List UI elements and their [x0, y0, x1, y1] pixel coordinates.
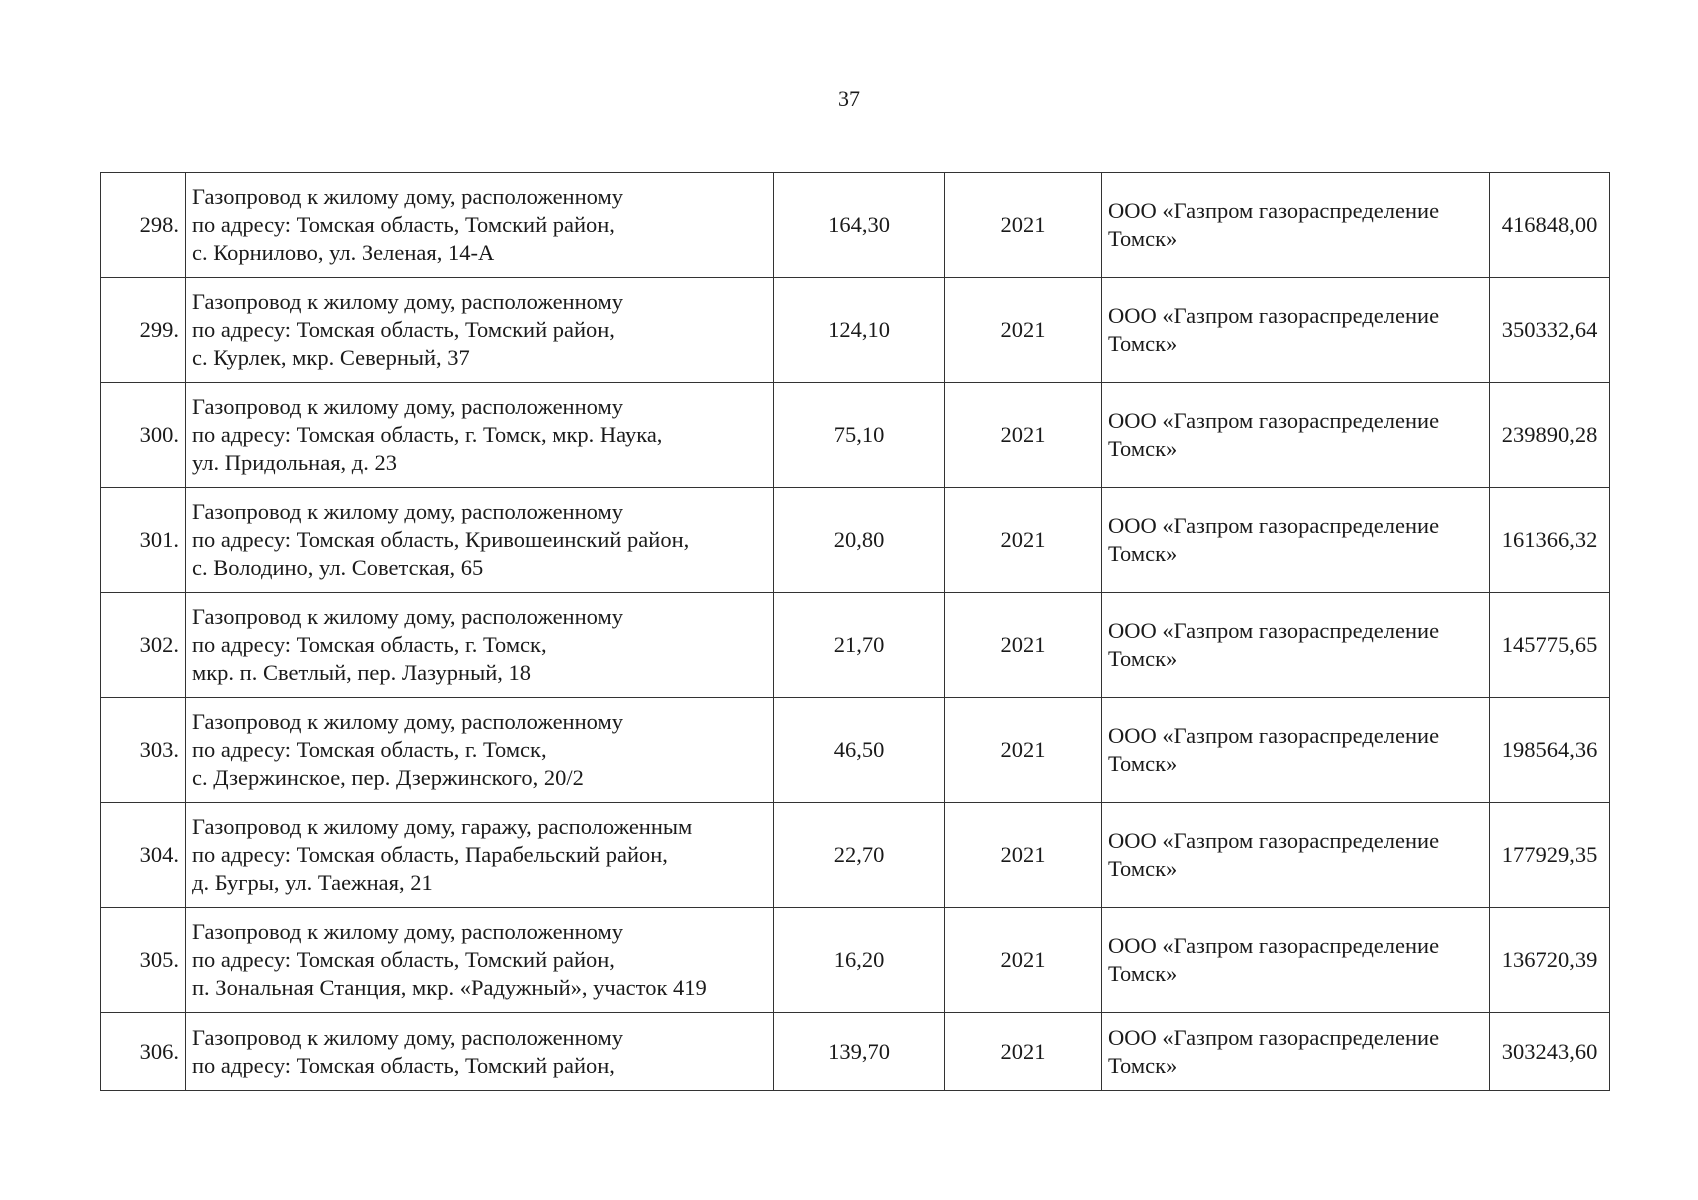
organization-line: Томск» [1108, 751, 1178, 776]
organization-line: ООО «Газпром газораспределение [1108, 513, 1440, 538]
object-name [186, 698, 774, 803]
object-name-line: Газопровод к жилому дому, расположенному [192, 709, 623, 734]
cost-value: 303243,60 [1490, 1013, 1610, 1091]
year: 2021 [945, 593, 1102, 698]
organization-line: Томск» [1108, 1052, 1178, 1078]
organization-line: ООО «Газпром газораспределение [1108, 1024, 1440, 1050]
cost-value: 198564,36 [1490, 698, 1610, 803]
organization-line: ООО «Газпром газораспределение [1108, 933, 1440, 958]
organization-line: Томск» [1108, 226, 1178, 251]
page-number: 37 [838, 86, 860, 111]
organization [1102, 593, 1490, 698]
object-name-line: по адресу: Томская область, Томский район, [192, 1052, 615, 1078]
object-name-line: Газопровод к жилому дому, расположенному [192, 1024, 623, 1050]
object-name-line: по адресу: Томская область, Томский район, [192, 317, 615, 342]
object-name-line: д. Бугры, ул. Таежная, 21 [192, 870, 433, 895]
cost-value: 239890,28 [1490, 383, 1610, 488]
organization [1102, 1013, 1490, 1091]
year: 2021 [945, 1013, 1102, 1091]
row-number: 304. [101, 803, 186, 908]
object-name-line: по адресу: Томская область, Томский район, [192, 212, 615, 237]
table-row [101, 1013, 1610, 1091]
object-name-line: по адресу: Томская область, г. Томск, мкр. Наука, [192, 422, 663, 447]
year: 2021 [945, 803, 1102, 908]
organization-line: ООО «Газпром газораспределение [1108, 828, 1440, 853]
organization-line: Томск» [1108, 856, 1178, 881]
object-name-line: Газопровод к жилому дому, расположенному [192, 919, 623, 944]
object-name-line: Газопровод к жилому дому, расположенному [192, 184, 623, 209]
object-name [186, 383, 774, 488]
year: 2021 [945, 488, 1102, 593]
organization [1102, 173, 1490, 278]
table-row [101, 383, 1610, 488]
object-name-line: мкр. п. Светлый, пер. Лазурный, 18 [192, 660, 531, 685]
organization-line: ООО «Газпром газораспределение [1108, 618, 1440, 643]
pipeline-length: 139,70 [774, 1013, 945, 1091]
table-row [101, 803, 1610, 908]
table-row [101, 488, 1610, 593]
object-name-line: по адресу: Томская область, Кривошеинский район, [192, 527, 690, 552]
row-number: 302. [101, 593, 186, 698]
table-row [101, 278, 1610, 383]
row-number: 305. [101, 908, 186, 1013]
organization-line: ООО «Газпром газораспределение [1108, 408, 1440, 433]
organization [1102, 698, 1490, 803]
table-row [101, 698, 1610, 803]
organization-line: ООО «Газпром газораспределение [1108, 303, 1440, 328]
table-row [101, 593, 1610, 698]
object-name [186, 803, 774, 908]
object-name-line: по адресу: Томская область, Томский район, [192, 947, 615, 972]
pipeline-length: 21,70 [774, 593, 945, 698]
pipeline-length: 22,70 [774, 803, 945, 908]
object-name [186, 1013, 774, 1091]
table-row [101, 908, 1610, 1013]
object-name-line: Газопровод к жилому дому, расположенному [192, 604, 623, 629]
pipeline-length: 124,10 [774, 278, 945, 383]
organization-line: Томск» [1108, 541, 1178, 566]
object-name-line: Газопровод к жилому дому, расположенному [192, 394, 623, 419]
object-name [186, 488, 774, 593]
object-name [186, 278, 774, 383]
object-name [186, 908, 774, 1013]
organization [1102, 908, 1490, 1013]
organization-line: Томск» [1108, 436, 1178, 461]
object-name-line: Газопровод к жилому дому, гаражу, расположенным [192, 814, 693, 839]
object-name-line: по адресу: Томская область, г. Томск, [192, 737, 547, 762]
pipeline-length: 46,50 [774, 698, 945, 803]
year: 2021 [945, 908, 1102, 1013]
row-number: 298. [101, 173, 186, 278]
organization-line: Томск» [1108, 646, 1178, 671]
row-number: 303. [101, 698, 186, 803]
object-name-line: по адресу: Томская область, г. Томск, [192, 632, 547, 657]
row-number: 301. [101, 488, 186, 593]
table-row [101, 173, 1610, 278]
organization [1102, 278, 1490, 383]
object-name-line: п. Зональная Станция, мкр. «Радужный», участок 419 [192, 975, 707, 1000]
object-name [186, 173, 774, 278]
organization [1102, 803, 1490, 908]
organization-line: Томск» [1108, 331, 1178, 356]
object-name-line: с. Корнилово, ул. Зеленая, 14-А [192, 240, 495, 265]
pipeline-length: 164,30 [774, 173, 945, 278]
cost-value: 177929,35 [1490, 803, 1610, 908]
cost-value: 136720,39 [1490, 908, 1610, 1013]
cost-value: 161366,32 [1490, 488, 1610, 593]
organization-line: Томск» [1108, 961, 1178, 986]
organization [1102, 383, 1490, 488]
year: 2021 [945, 383, 1102, 488]
year: 2021 [945, 173, 1102, 278]
cost-value: 350332,64 [1490, 278, 1610, 383]
pipeline-length: 16,20 [774, 908, 945, 1013]
object-name-line: ул. Придольная, д. 23 [192, 450, 397, 475]
year: 2021 [945, 698, 1102, 803]
cost-value: 145775,65 [1490, 593, 1610, 698]
pipeline-length: 75,10 [774, 383, 945, 488]
object-name-line: Газопровод к жилому дому, расположенному [192, 499, 623, 524]
organization-line: ООО «Газпром газораспределение [1108, 198, 1440, 223]
gas-pipeline-registry-table [100, 172, 1610, 1091]
cost-value: 416848,00 [1490, 173, 1610, 278]
object-name [186, 593, 774, 698]
year: 2021 [945, 278, 1102, 383]
row-number: 306. [101, 1013, 186, 1091]
row-number: 299. [101, 278, 186, 383]
object-name-line: с. Володино, ул. Советская, 65 [192, 555, 484, 580]
object-name-line: Газопровод к жилому дому, расположенному [192, 289, 623, 314]
pipeline-length: 20,80 [774, 488, 945, 593]
organization [1102, 488, 1490, 593]
organization-line: ООО «Газпром газораспределение [1108, 723, 1440, 748]
object-name-line: с. Курлек, мкр. Северный, 37 [192, 345, 470, 370]
object-name-line: с. Дзержинское, пер. Дзержинского, 20/2 [192, 765, 584, 790]
object-name-line: по адресу: Томская область, Парабельский район, [192, 842, 668, 867]
row-number: 300. [101, 383, 186, 488]
